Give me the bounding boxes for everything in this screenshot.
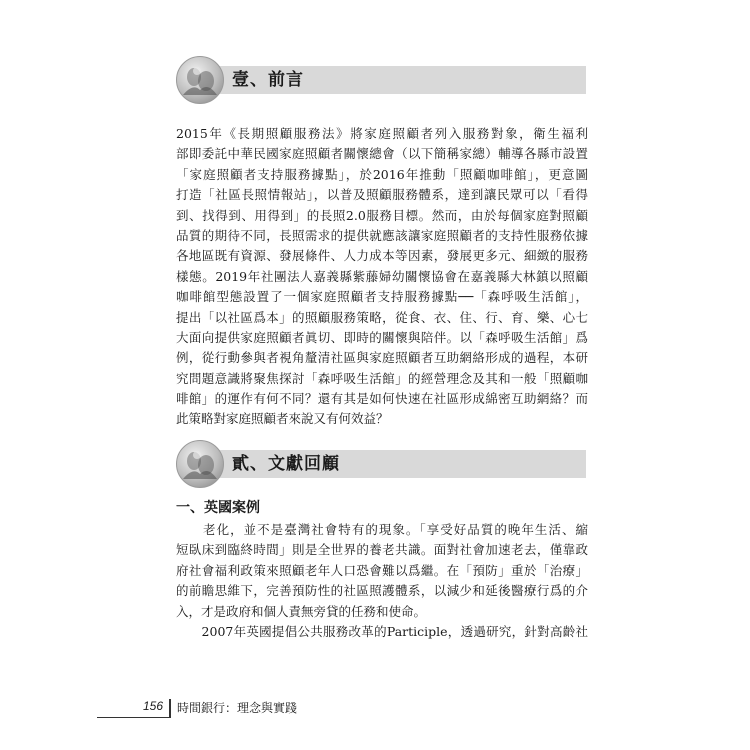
text-line: 各地區既有資源、發展條件、人力成本等因素，發展更多元、細緻的服務 <box>176 248 588 264</box>
text-line: 大面向提供家庭照顧者眞切、即時的關懷與陪伴。以「森呼吸生活館」爲 <box>176 329 588 345</box>
text-line: 品質的期待不同，長照需求的提供就應該讓家庭照顧者的支持性服務依據 <box>176 227 588 243</box>
text-line: 啡館」的運作有何不同？還有其是如何快速在社區形成綿密互助網絡？而 <box>176 391 588 407</box>
text-line: 「家庭照顧者支持服務據點」，於2016年推動「照顧咖啡館」，更意圖 <box>176 166 588 182</box>
participle-paragraph <box>176 622 588 642</box>
text-line: 樣態。2019年社團法人嘉義縣紫藤婦幼關懷協會在嘉義縣大林鎮以照顧 <box>176 268 588 284</box>
page-footer <box>97 697 397 719</box>
photo-emblem-icon <box>176 56 224 104</box>
text-line: 2007年英國提倡公共服務改革的Participle，透過研究，針對高齡社 <box>176 624 588 639</box>
text-line: 例，從行動參與者視角釐清社區與家庭照顧者互助網絡形成的過程，本研 <box>176 350 588 366</box>
section-header-intro <box>176 56 586 104</box>
text-line: 的前瞻思維下，完善預防性的社區照護體系，以減少和延後醫療行爲的介 <box>176 583 588 599</box>
text-line: 老化，並不是臺灣社會特有的現象。「享受好品質的晚年生活、縮 <box>176 522 588 537</box>
subheading: 一、英國案例 <box>176 500 260 516</box>
text-line: 到、找得到、用得到」的長照2.0服務目標。然而，由於每個家庭對照顧 <box>176 207 588 223</box>
page-number: 156 <box>142 699 163 713</box>
section-title: 壹、前言 <box>232 70 304 90</box>
section-title: 貳、文獻回顧 <box>232 454 340 474</box>
photo-emblem-icon <box>176 440 224 488</box>
text-line: 短臥床到臨終時間」則是全世界的養老共識。面對社會加速老去，僅靠政 <box>176 542 588 558</box>
text-line: 究問題意識將聚焦探討「森呼吸生活館」的經營理念及其和一般「照顧咖 <box>176 370 588 386</box>
text-line: 咖啡館型態設置了一個家庭照顧者支持服務據點──「森呼吸生活館」， <box>176 289 588 305</box>
text-line: 此策略對家庭照顧者來說又有何效益？ <box>176 411 389 427</box>
text-line: 部即委託中華民國家庭照顧者關懷總會（以下簡稱家總）輔導各縣市設置 <box>176 146 588 162</box>
section-header-literature-review <box>176 440 586 488</box>
book-title: 時間銀行：理念與實踐 <box>177 701 298 715</box>
footer-divider <box>169 699 171 718</box>
text-line: 提出「以社區爲本」的照顧服務策略，從食、衣、住、行、育、樂、心七 <box>176 309 588 325</box>
text-line: 2015年《長期照顧服務法》將家庭照顧者列入服務對象，衛生福利 <box>176 126 588 141</box>
text-line: 入，才是政府和個人責無旁貸的任務和使命。 <box>176 603 427 619</box>
intro-paragraph <box>176 124 588 430</box>
uk-case-paragraph <box>176 520 588 622</box>
text-line: 府社會福利政策來照顧老年人口恐會難以爲繼。在「預防」重於「治療」 <box>176 562 588 578</box>
text-line: 打造「社區長照情報站」，以普及照顧服務體系，達到讓民眾可以「看得 <box>176 187 588 203</box>
page-number-box <box>97 697 169 718</box>
